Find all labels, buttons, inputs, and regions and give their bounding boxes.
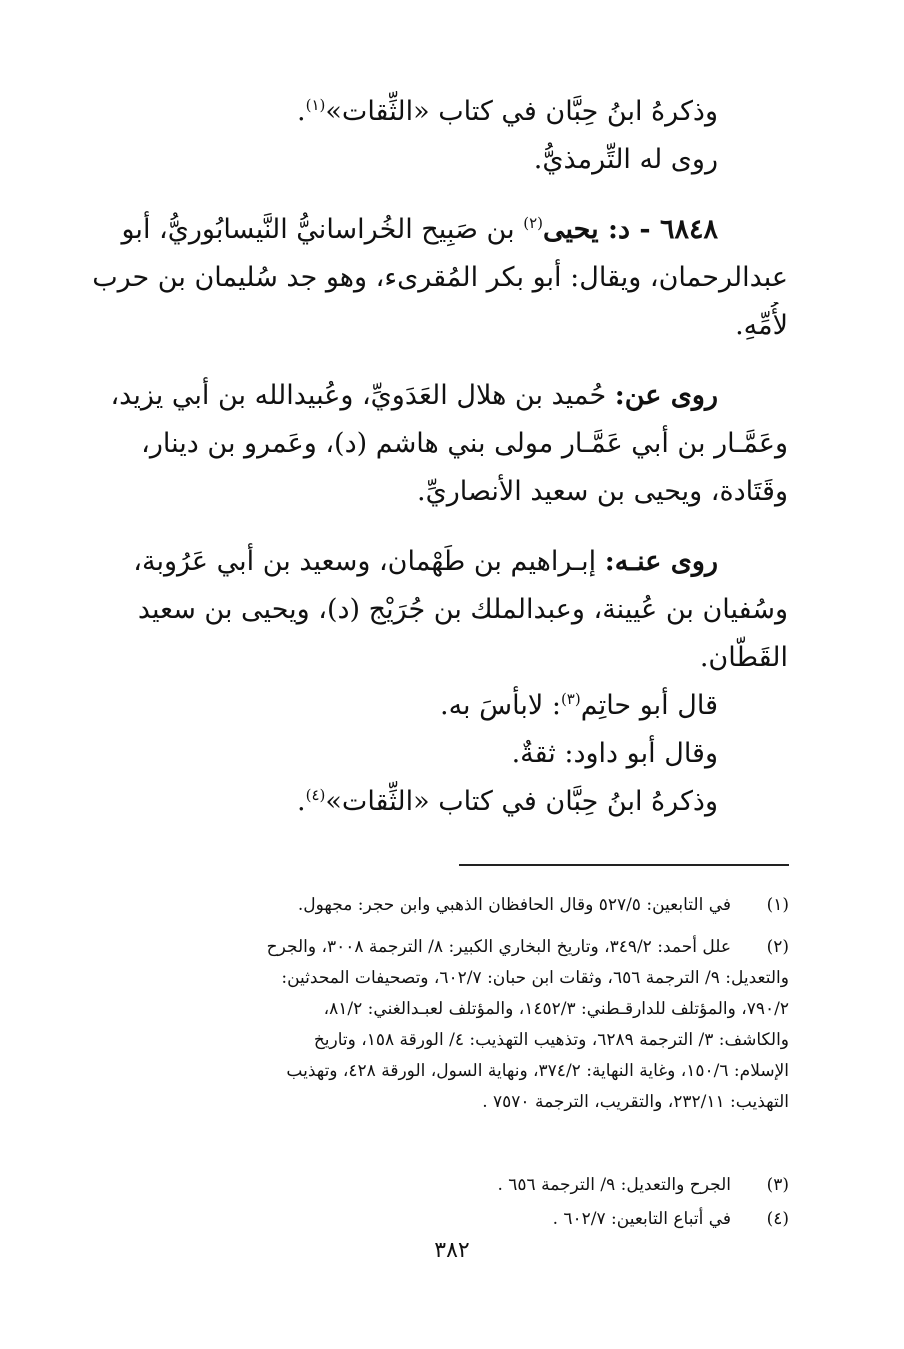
footnote-text: ٧٩٠/٢، والمؤتلف للدارقـطني: ١٤٥٢/٣، والمؤتلف لعبـدالغني: ٨١/٢، <box>323 999 789 1019</box>
entry-number: ٦٨٤٨ - د: يحيى <box>542 214 718 245</box>
entry-heading: ٦٨٤٨ - د: يحيى$^{(٢)}$ بن صَبِيح الخُراسانيُّ النَّيسابُوريُّ، أبو <box>121 214 718 245</box>
main-text <box>78 88 788 826</box>
footnote-2 <box>79 932 789 1118</box>
footnote-text: في التابعين: ٥٢٧/٥ وقال الحافظان الذهبي وابن حجر: مجهول. <box>297 895 731 915</box>
footnote-text: الجرح والتعديل: ٩/ الترجمة ٦٥٦ . <box>497 1175 731 1195</box>
text-line: وقَتَادة، ويحيى بن سعيد الأنصاريِّ. <box>416 476 788 507</box>
footnote-divider <box>459 864 789 866</box>
footnote-1 <box>79 890 789 921</box>
footnote-3 <box>79 1170 789 1201</box>
section-label: روى عنـه: <box>604 546 718 577</box>
text-line: القَطّان. <box>699 642 788 673</box>
footnote-text: التهذيب: ٢٣٢/١١، والتقريب، الترجمة ٧٥٧٠ . <box>482 1092 789 1112</box>
footnote-number: (١) <box>766 895 789 915</box>
text-line: وذكرهُ ابنُ حِبَّان في كتاب «الثِّقات»$^{(١)}$. <box>297 96 718 127</box>
text-line: قال أبو حاتِم$^{(٣)}$: لابأسَ به. <box>440 690 718 721</box>
footnote-ref[interactable]: (٣) <box>560 690 581 708</box>
text-line: لأُمِّهِ. <box>735 310 788 341</box>
footnote-ref[interactable]: (٤) <box>305 786 326 804</box>
text-line: وسُفيان بن عُيينة، وعبدالملك بن جُرَيْج (د)، ويحيى بن سعيد <box>137 594 788 625</box>
page-number: ٣٨٢ <box>434 1238 470 1263</box>
footnote-ref[interactable]: (١) <box>305 96 326 114</box>
footnote-number: (٤) <box>766 1209 789 1229</box>
footnote-ref[interactable]: (٢) <box>523 214 543 232</box>
footnote-text: والتعديل: ٩/ الترجمة ٦٥٦، وثقات ابن حبان: ٦٠٢/٧، وتصحيفات المحدثين: <box>281 968 789 988</box>
text-line: روى عنـه: إبـراهيم بن طَهْمان، وسعيد بن أبي عَرُوبة، <box>133 546 718 577</box>
text-line: وقال أبو داود: ثقةٌ. <box>511 738 718 769</box>
footnote-4 <box>79 1204 789 1235</box>
text-line: وذكرهُ ابنُ حِبَّان في كتاب «الثِّقات»$^{(٤)}$. <box>297 786 718 817</box>
text-line: روى عن: حُميد بن هلال العَدَويِّ، وعُبيدالله بن أبي يزيد، <box>110 380 718 411</box>
text-line: روى له التِّرمذيُّ. <box>533 144 718 175</box>
footnote-text: علل أحمد: ٣٤٩/٢، وتاريخ البخاري الكبير: ٨/ الترجمة ٣٠٠٨، والجرح <box>266 937 731 957</box>
footnote-number: (٢) <box>766 937 789 957</box>
footnote-text: والكاشف: ٣/ الترجمة ٦٢٨٩، وتذهيب التهذيب: ٤/ الورقة ١٥٨، وتاريخ <box>313 1030 789 1050</box>
footnote-text: الإسلام: ١٥٠/٦، وغاية النهاية: ٣٧٤/٢، ونهاية السول، الورقة ٤٢٨، وتهذيب <box>286 1061 789 1081</box>
footnote-number: (٣) <box>766 1175 789 1195</box>
section-label: روى عن: <box>614 380 718 411</box>
text-line: عبدالرحمان، ويقال: أبو بكر المُقرىء، وهو جد سُليمان بن حرب <box>92 262 788 293</box>
text-line: وعَمَّـار بن أبي عَمَّـار مولى بني هاشم (د)، وعَمرو بن دينار، <box>141 428 788 459</box>
footnote-text: في أتباع التابعين: ٦٠٢/٧ . <box>552 1209 731 1229</box>
